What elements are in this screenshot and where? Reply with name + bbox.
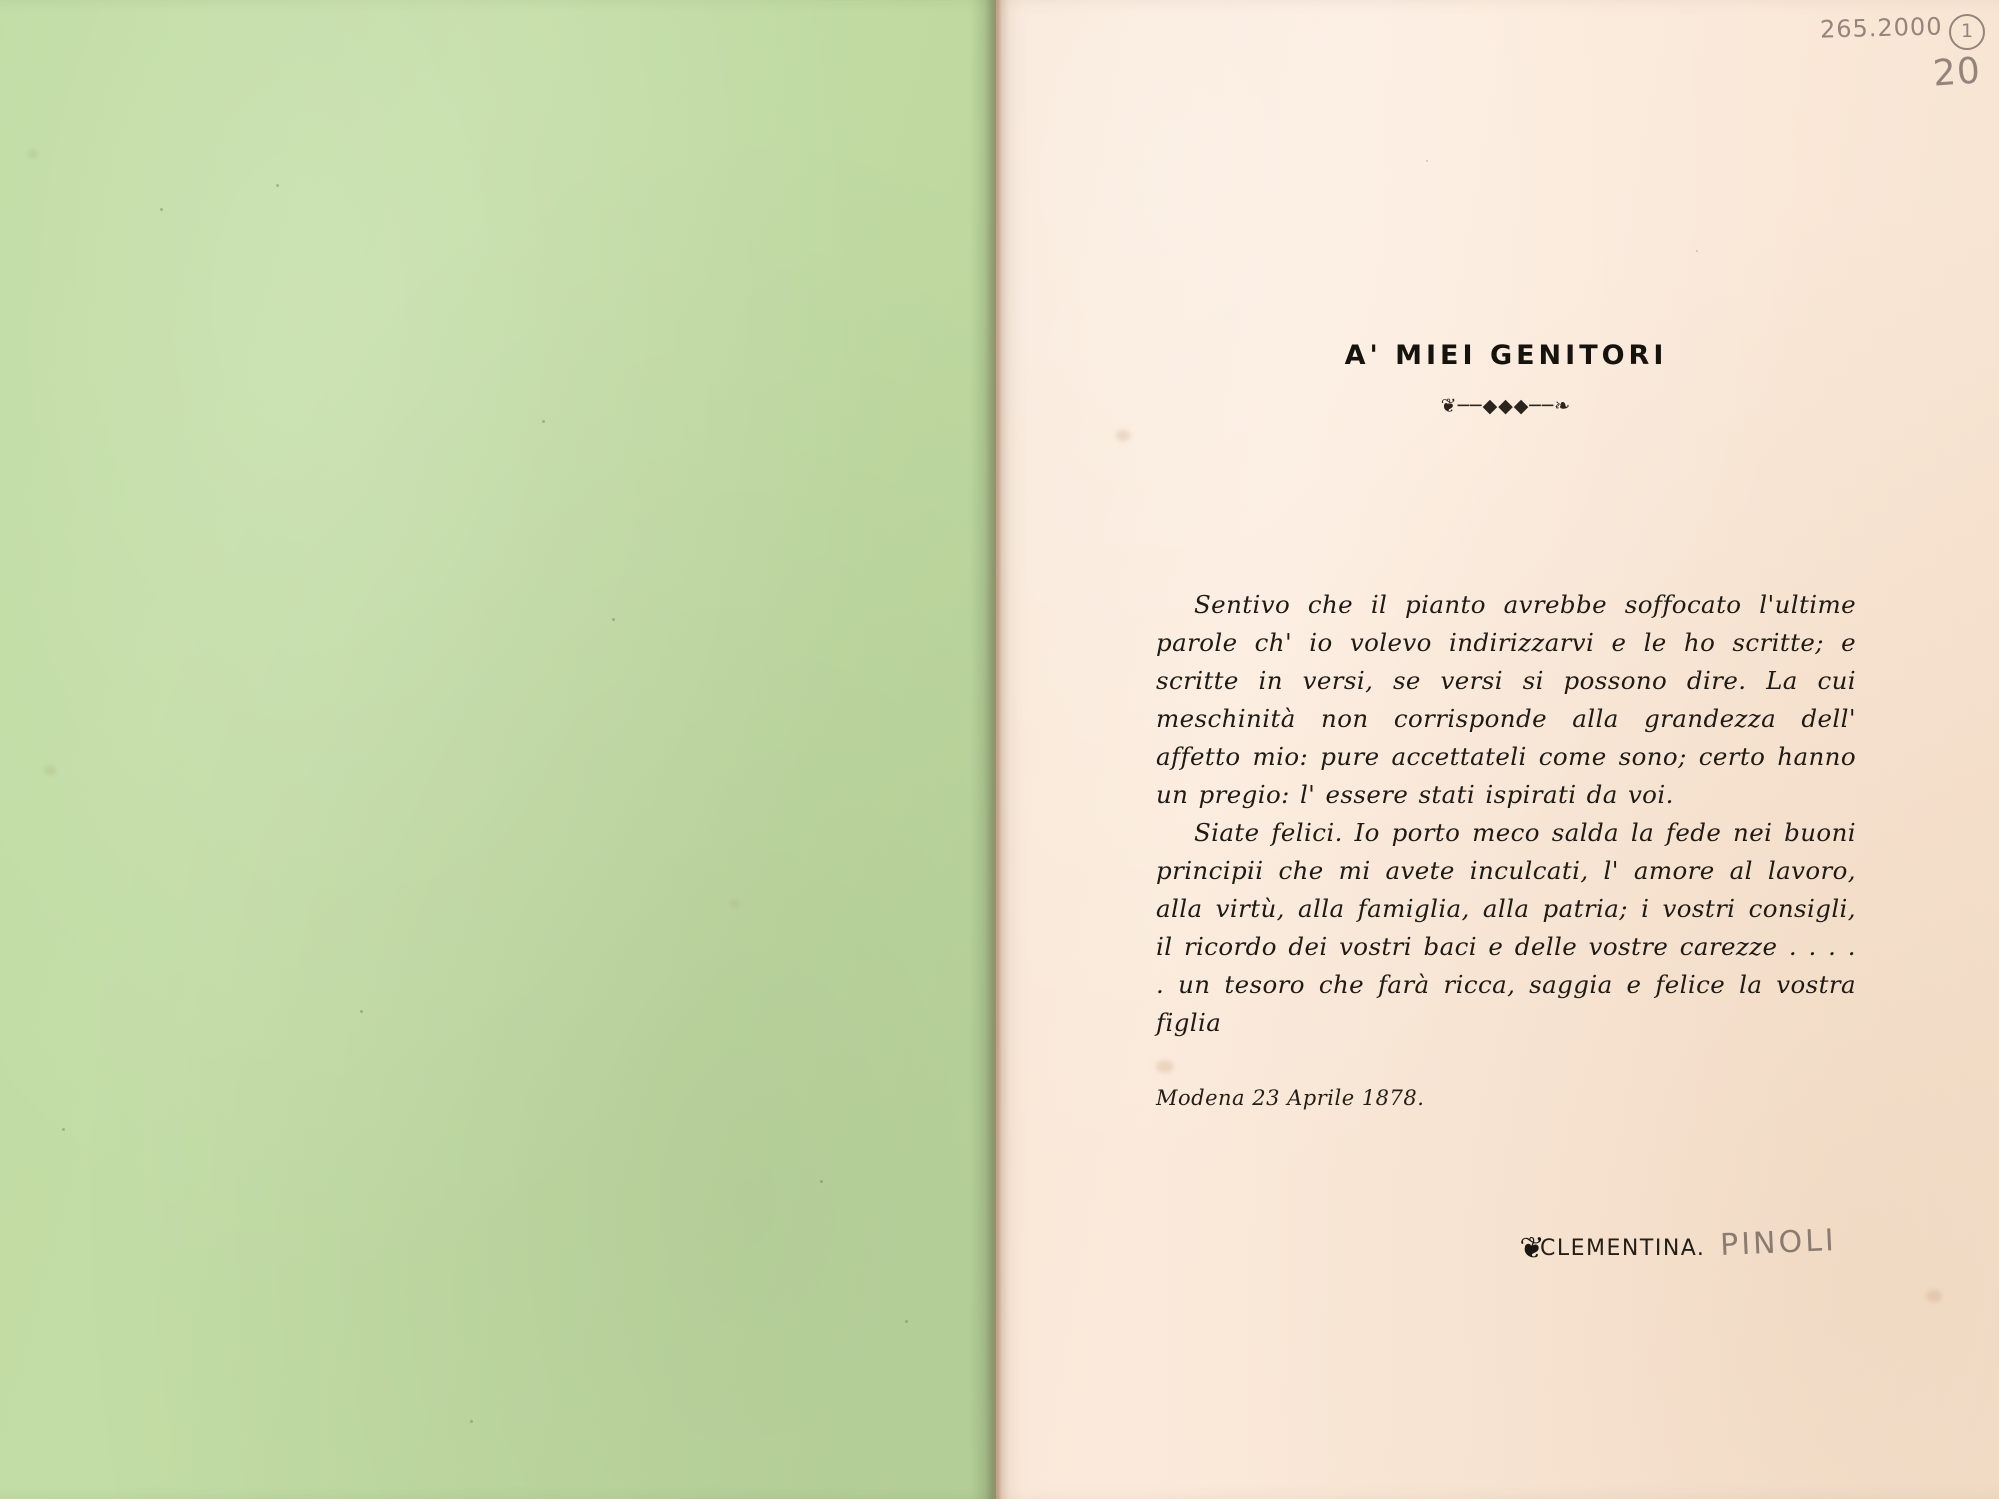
paper-speck bbox=[360, 1010, 363, 1013]
paper-speck bbox=[542, 420, 545, 423]
paper-blotch bbox=[28, 150, 38, 158]
paper-blotch bbox=[44, 766, 56, 775]
ornament-divider-icon: ❦──◆◆◆──❧ bbox=[1440, 395, 1572, 417]
printed-signature-text: CLEMENTINA. bbox=[1540, 1236, 1706, 1261]
page-edge-shadow bbox=[970, 0, 996, 1499]
annotation-page-number: 20 bbox=[1931, 50, 1983, 95]
annotation-circled-number: 1 bbox=[1949, 14, 1985, 50]
paper-speck bbox=[820, 1180, 823, 1183]
paper-speck bbox=[62, 1128, 65, 1131]
paper-speck bbox=[276, 184, 279, 187]
paper-speck bbox=[470, 1420, 473, 1423]
printed-signature bbox=[1519, 1231, 1706, 1266]
dedication-body bbox=[1156, 586, 1856, 1042]
foxing-stain bbox=[1116, 430, 1130, 441]
right-page-dedication bbox=[996, 0, 1999, 1499]
paper-speck bbox=[905, 1320, 908, 1323]
foxing-stain bbox=[1926, 1290, 1942, 1302]
paper-speck bbox=[160, 208, 163, 211]
signature-block bbox=[1156, 1222, 1856, 1266]
paper-blotch bbox=[730, 900, 739, 907]
annotation-shelfmark: 265.2000 bbox=[1820, 12, 1944, 44]
handwritten-surname: PINOLI bbox=[1719, 1222, 1838, 1263]
dedication-paragraph: Siate felici. Io porto meco salda la fede nei buoni principii che mi avete inculcati, l' amore al lavoro, alla virtù, alla famiglia, alla patria; i vostri consigli, il ricordo dei vostri baci e delle vostre carezze . . . . . un tesoro che farà ricca, saggia e felice la vostra figlia bbox=[1156, 818, 1856, 1037]
flourish-ornament-icon: ❦ bbox=[1519, 1231, 1547, 1266]
paper-speck bbox=[612, 618, 615, 621]
page-title: A' MIEI GENITORI bbox=[1344, 340, 1668, 371]
left-page-green-cover bbox=[0, 0, 996, 1499]
page-content-column bbox=[1156, 0, 1856, 1266]
place-and-date: Modena 23 Aprile 1878. bbox=[1156, 1086, 1425, 1110]
dedication-paragraph: Sentivo che il pianto avrebbe soffocato l'ultime parole ch' io volevo indirizzarvi e le ho scritte; e scritte in versi, se versi si possono dire. La cui meschinità non corrisponde alla grandezza dell' affetto mio: pure accettateli come sono; certo hanno un pregio: l' essere stati ispirati da voi. bbox=[1156, 590, 1856, 809]
